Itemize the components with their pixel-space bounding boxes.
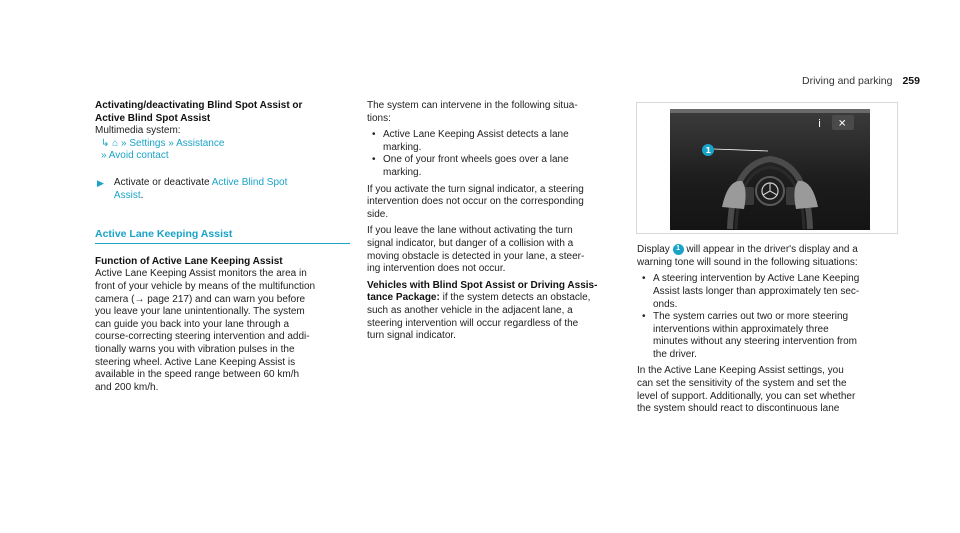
double-chevron-icon: » (101, 150, 107, 162)
page-header (802, 75, 920, 87)
header-section: Driving and parking (802, 75, 893, 87)
link-assist[interactable]: Assist (113, 189, 141, 201)
section-title: Active Lane Keeping Assist (95, 228, 350, 244)
menu-path (95, 138, 350, 163)
home-icon[interactable]: ⌂ (112, 137, 119, 149)
play-triangle-icon: ▶ (97, 177, 104, 188)
heading-activate-bsa: Activating/deactivating Blind Spot Assist or Active Blind Spot Assist (95, 100, 303, 124)
list-item: • The system carries out two or more steering interventions within approximately three minutes without any steering intervention from the driver. (653, 311, 897, 361)
multimedia-label: Multimedia system: (95, 125, 181, 137)
instruction-step: ▶ Activate or deactivate Active Blind Spot Assist. (97, 176, 288, 201)
list-item: • One of your front wheels goes over a lane marking. (383, 154, 622, 179)
double-chevron-icon: » (121, 137, 127, 149)
function-paragraph: Active Lane Keeping Assist monitors the area in front of your vehicle by means of the multifunction camera (→ page 217) and can warn you before you leave your lane unintentionally. The system can guide you back into your lane through a course-correcting steering intervention and addi- tionally warns you with vibration pulses in the steering wheel. Active Lane Keeping Assist is available in the speed range between 60 km/h and 200 km/h. (95, 268, 316, 393)
return-arrow-icon: ↳ (101, 137, 110, 149)
display-paragraph: Display 1 will appear in the driver's display and a warning tone will sound in the following situations: (637, 244, 858, 268)
settings-paragraph: In the Active Lane Keeping Assist settings, you can set the sensitivity of the system and set the level of support. Additionally, you can set whether the system should react to discontinuous lane (637, 365, 856, 415)
right-hand (794, 181, 818, 209)
column-1 (95, 100, 350, 394)
steering-wheel-illustration (670, 109, 870, 230)
close-icon: ✕ (838, 118, 847, 130)
column-2 (367, 100, 622, 347)
collision-paragraph: If you leave the lane without activating the turn signal indicator, but danger of a collision with a moving obstacle is detected in your lane, a steer- ing intervention does not occur. (367, 225, 585, 275)
blind-spot-paragraph: Vehicles with Blind Spot Assist or Driving Assis- tance Package: if the system detects an obstacle, such as another vehicle in the adjacent lane, a steering intervention will occur regardless of the turn signal indicator. (367, 279, 598, 342)
svg-text:1: 1 (705, 146, 712, 155)
list-item: • A steering intervention by Active Lane Keeping Assist lasts longer than approximately ten sec- onds. (653, 273, 897, 311)
callout-badge: 1 (673, 244, 684, 255)
situation-list (367, 129, 622, 179)
menu-avoid-contact[interactable]: Avoid contact (108, 150, 169, 162)
double-chevron-icon: » (168, 137, 174, 149)
warning-list (637, 273, 897, 361)
left-hand (722, 181, 746, 209)
menu-settings[interactable]: Settings (129, 137, 166, 149)
link-active-blind-spot[interactable]: Active Blind Spot (211, 176, 288, 188)
display-figure (636, 102, 898, 234)
list-item: • Active Lane Keeping Assist detects a lane marking. (383, 129, 622, 154)
page-number: 259 (902, 75, 920, 87)
turn-signal-paragraph: If you activate the turn signal indicator, a steering intervention does not occur on the corresponding side. (367, 183, 584, 220)
function-title: Function of Active Lane Keeping Assist (95, 255, 283, 267)
info-icon: i (818, 117, 822, 130)
menu-assistance[interactable]: Assistance (176, 137, 225, 149)
column-3 (637, 244, 897, 420)
intro-paragraph: The system can intervene in the following situa- tions: (367, 100, 578, 124)
driver-display-screen (670, 109, 870, 230)
